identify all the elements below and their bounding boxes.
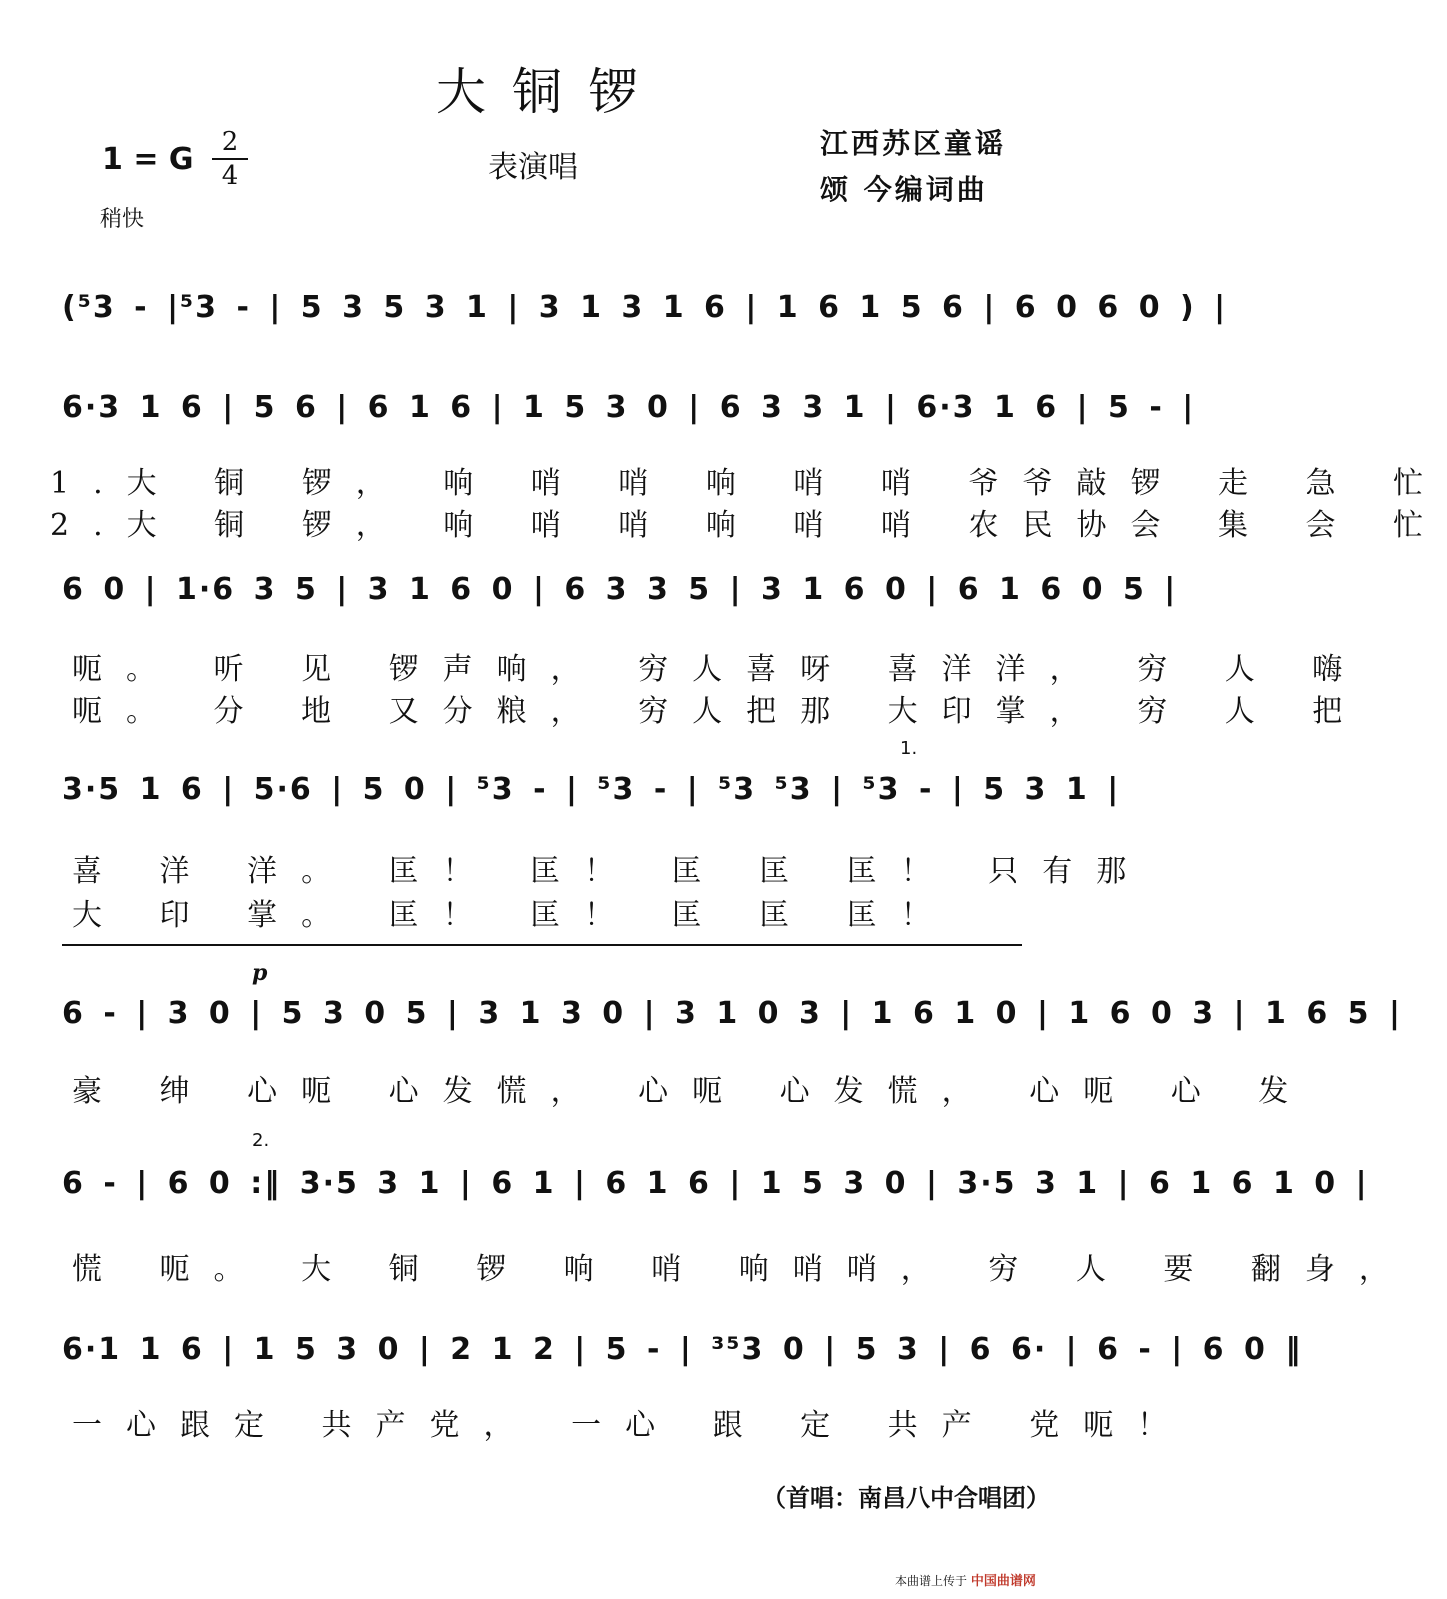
time-signature <box>212 128 248 190</box>
lyric-verse-1: 一心跟定 共产党， 一心 跟 定 共产 党呃！ <box>72 1408 1192 1443</box>
page-title: 大铜锣 <box>436 63 664 121</box>
notes: 3·5 1 6 | 5·6 | 5 0 | ⁵3 - | ⁵3 - | ⁵3 ⁵3 | ⁵3 - | 5 3 1 | <box>62 772 1121 807</box>
lyric-verse-1: 呃。 听 见 锣声响， 穷人喜呀 喜洋洋， 穷 人 嗨 <box>72 652 1367 687</box>
key-signature: 1 = G <box>102 142 194 177</box>
notes: 6·1 1 6 | 1 5 3 0 | 2 1 2 | 5 - | ³⁵3 0 | 5 3 | 6 6· | 6 - | 6 0 ‖ <box>62 1332 1303 1367</box>
volta-1-label: 1. <box>900 738 918 759</box>
premiere-credit: （首唱：南昌八中合唱团） <box>762 1484 1050 1512</box>
lyric-verse-1: 1.大 铜 锣， 响 哨 哨 响 哨 哨 爷爷敲锣 走 急 忙 <box>50 466 1447 501</box>
performance-style: 表演唱 <box>488 150 578 185</box>
volta-2-label: 2. <box>252 1130 270 1151</box>
lyric-verse-1: 慌 呃。 大 铜 锣 响 哨 响哨哨， 穷 人 要 翻身， <box>72 1252 1413 1287</box>
time-denominator: 4 <box>221 161 239 191</box>
notes: 6·3 1 6 | 5 6 | 6 1 6 | 1 5 3 0 | 6 3 3 1 | 6·3 1 6 | 5 - | <box>62 390 1196 425</box>
lyric-verse-2: 呃。 分 地 又分粮， 穷人把那 大印掌， 穷 人 把 <box>72 694 1367 729</box>
lyric-verse-2: 2.大 铜 锣， 响 哨 哨 响 哨 哨 农民协会 集 会 忙 <box>50 508 1447 543</box>
time-numerator: 2 <box>221 127 239 157</box>
upload-text: 本曲谱上传于 <box>895 1574 968 1588</box>
notes: (⁵3 - |⁵3 - | 5 3 5 3 1 | 3 1 3 1 6 | 1 6 1 5 6 | 6 0 6 0 ) | <box>62 290 1228 325</box>
lyric-verse-2: 大 印 掌。 匡！ 匡！ 匡 匡 匡！ <box>72 898 955 933</box>
site-logo: 中国曲谱网 <box>970 1574 1036 1589</box>
time-signature-bar <box>212 158 248 160</box>
notes: 6 - | 6 0 :‖ 3·5 3 1 | 6 1 | 6 1 6 | 1 5 3 0 | 3·5 3 1 | 6 1 6 1 0 | <box>62 1166 1369 1201</box>
dynamic-mark: p <box>252 960 268 986</box>
section-divider <box>62 944 1022 946</box>
tempo-marking: 稍快 <box>100 207 145 232</box>
lyric-verse-1: 豪 绅 心呃 心发慌， 心呃 心发慌， 心呃 心 发 <box>72 1074 1313 1109</box>
song-source: 江西苏区童谣 <box>820 127 1007 160</box>
site-footer <box>895 1570 1036 1589</box>
composer-credit: 颂 今编词曲 <box>820 173 988 206</box>
notes: 6 0 | 1·6 3 5 | 3 1 6 0 | 6 3 3 5 | 3 1 6 0 | 6 1 6 0 5 | <box>62 572 1178 607</box>
lyric-verse-1: 喜 洋 洋。 匡！ 匡！ 匡 匡 匡！ 只有那 <box>72 854 1151 889</box>
notes: 6 - | 3 0 | 5 3 0 5 | 3 1 3 0 | 3 1 0 3 | 1 6 1 0 | 1 6 0 3 | 1 6 5 | <box>62 996 1402 1031</box>
